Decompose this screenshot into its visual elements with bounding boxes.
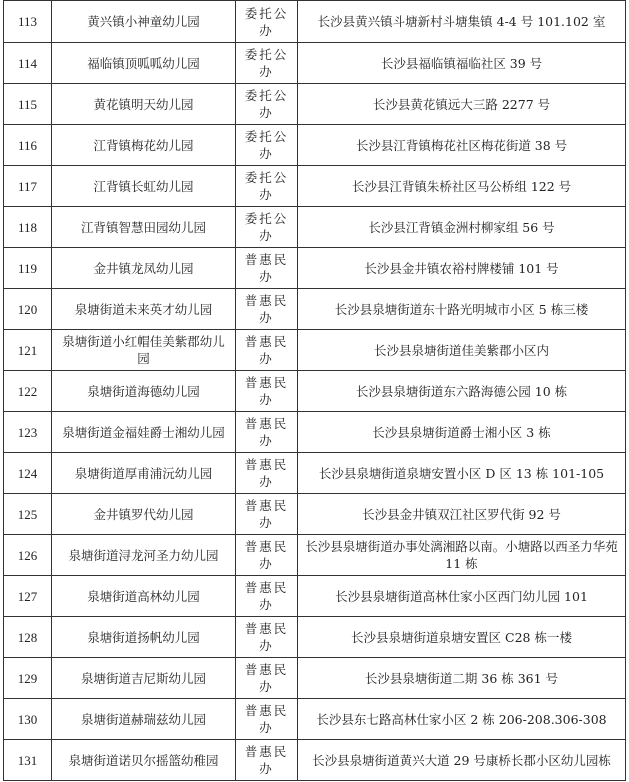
table-row — [4, 84, 626, 125]
table-row — [4, 453, 626, 494]
table-row — [4, 699, 626, 740]
table-row — [4, 289, 626, 330]
table-row — [4, 494, 626, 535]
table-row — [4, 166, 626, 207]
ownership-type-cell: 普惠民办 — [236, 289, 298, 330]
kindergarten-name-cell: 泉塘街道吉尼斯幼儿园 — [52, 658, 236, 699]
row-number-cell: 129 — [4, 658, 52, 699]
row-number-cell: 116 — [4, 125, 52, 166]
row-number-cell: 125 — [4, 494, 52, 535]
row-number-cell: 118 — [4, 207, 52, 248]
ownership-type-cell: 普惠民办 — [236, 658, 298, 699]
address-cell: 长沙县泉塘街道泉塘安置小区 D 区 13 栋 101-105 — [298, 453, 626, 494]
ownership-type-cell: 普惠民办 — [236, 453, 298, 494]
kindergarten-name-cell: 江背镇梅花幼儿园 — [52, 125, 236, 166]
table-body — [4, 1, 626, 781]
table-row — [4, 740, 626, 781]
row-number-cell: 130 — [4, 699, 52, 740]
kindergarten-table — [3, 0, 626, 781]
ownership-type-cell: 普惠民办 — [236, 371, 298, 412]
ownership-type-cell: 普惠民办 — [236, 330, 298, 371]
row-number-cell: 131 — [4, 740, 52, 781]
ownership-type-cell: 普惠民办 — [236, 494, 298, 535]
kindergarten-name-cell: 泉塘街道诺贝尔摇篮幼稚园 — [52, 740, 236, 781]
address-cell: 长沙县泉塘街道高林仕家小区西门幼儿园 101 — [298, 576, 626, 617]
ownership-type-cell: 委托公办 — [236, 1, 298, 43]
address-cell: 长沙县泉塘街道黄兴大道 29 号康桥长郡小区幼儿园栋 — [298, 740, 626, 781]
table-row — [4, 371, 626, 412]
kindergarten-name-cell: 泉塘街道小红帽佳美紫郡幼儿园 — [52, 330, 236, 371]
address-cell: 长沙县福临镇福临社区 39 号 — [298, 43, 626, 84]
kindergarten-name-cell: 江背镇智慧田园幼儿园 — [52, 207, 236, 248]
ownership-type-cell: 委托公办 — [236, 207, 298, 248]
table-row — [4, 535, 626, 576]
table-row — [4, 248, 626, 289]
kindergarten-name-cell: 黄兴镇小神童幼儿园 — [52, 1, 236, 43]
ownership-type-cell: 委托公办 — [236, 84, 298, 125]
address-cell: 长沙县黄花镇远大三路 2277 号 — [298, 84, 626, 125]
ownership-type-cell: 普惠民办 — [236, 412, 298, 453]
kindergarten-name-cell: 泉塘街道浔龙河圣力幼儿园 — [52, 535, 236, 576]
row-number-cell: 117 — [4, 166, 52, 207]
kindergarten-name-cell: 泉塘街道厚甫浦沅幼儿园 — [52, 453, 236, 494]
address-cell: 长沙县金井镇双江社区罗代街 92 号 — [298, 494, 626, 535]
address-cell: 长沙县黄兴镇斗塘新村斗塘集镇 4-4 号 101.102 室 — [298, 1, 626, 43]
kindergarten-name-cell: 泉塘街道扬帆幼儿园 — [52, 617, 236, 658]
address-cell: 长沙县泉塘街道泉塘安置区 C28 栋一楼 — [298, 617, 626, 658]
row-number-cell: 128 — [4, 617, 52, 658]
ownership-type-cell: 普惠民办 — [236, 535, 298, 576]
ownership-type-cell: 普惠民办 — [236, 740, 298, 781]
table-row — [4, 1, 626, 43]
address-cell: 长沙县泉塘街道佳美紫郡小区内 — [298, 330, 626, 371]
row-number-cell: 121 — [4, 330, 52, 371]
row-number-cell: 124 — [4, 453, 52, 494]
table-row — [4, 207, 626, 248]
table-row — [4, 412, 626, 453]
address-cell: 长沙县江背镇金洲村柳家组 56 号 — [298, 207, 626, 248]
row-number-cell: 115 — [4, 84, 52, 125]
row-number-cell: 119 — [4, 248, 52, 289]
kindergarten-name-cell: 泉塘街道海德幼儿园 — [52, 371, 236, 412]
ownership-type-cell: 委托公办 — [236, 125, 298, 166]
table-row — [4, 658, 626, 699]
table-row — [4, 617, 626, 658]
ownership-type-cell: 普惠民办 — [236, 576, 298, 617]
table-row — [4, 43, 626, 84]
kindergarten-name-cell: 金井镇龙凤幼儿园 — [52, 248, 236, 289]
ownership-type-cell: 普惠民办 — [236, 248, 298, 289]
address-cell: 长沙县泉塘街道东十路光明城市小区 5 栋三楼 — [298, 289, 626, 330]
kindergarten-name-cell: 黄花镇明天幼儿园 — [52, 84, 236, 125]
address-cell: 长沙县江背镇梅花社区梅花街道 38 号 — [298, 125, 626, 166]
row-number-cell: 122 — [4, 371, 52, 412]
address-cell: 长沙县泉塘街道二期 36 栋 361 号 — [298, 658, 626, 699]
kindergarten-name-cell: 福临镇顶呱呱幼儿园 — [52, 43, 236, 84]
ownership-type-cell: 委托公办 — [236, 166, 298, 207]
row-number-cell: 114 — [4, 43, 52, 84]
address-cell: 长沙县金井镇农裕村牌楼铺 101 号 — [298, 248, 626, 289]
kindergarten-name-cell: 金井镇罗代幼儿园 — [52, 494, 236, 535]
table-row — [4, 330, 626, 371]
row-number-cell: 113 — [4, 1, 52, 43]
address-cell: 长沙县江背镇朱桥社区马公桥组 122 号 — [298, 166, 626, 207]
kindergarten-name-cell: 江背镇长虹幼儿园 — [52, 166, 236, 207]
ownership-type-cell: 普惠民办 — [236, 617, 298, 658]
table-row — [4, 576, 626, 617]
row-number-cell: 127 — [4, 576, 52, 617]
address-cell: 长沙县东七路高林仕家小区 2 栋 206-208.306-308 — [298, 699, 626, 740]
kindergarten-name-cell: 泉塘街道未来英才幼儿园 — [52, 289, 236, 330]
row-number-cell: 120 — [4, 289, 52, 330]
kindergarten-name-cell: 泉塘街道高林幼儿园 — [52, 576, 236, 617]
ownership-type-cell: 普惠民办 — [236, 699, 298, 740]
kindergarten-name-cell: 泉塘街道赫瑞兹幼儿园 — [52, 699, 236, 740]
address-cell: 长沙县泉塘街道办事处漓湘路以南。小塘路以西圣力华苑 11 栋 — [298, 535, 626, 576]
address-cell: 长沙县泉塘街道爵士湘小区 3 栋 — [298, 412, 626, 453]
row-number-cell: 123 — [4, 412, 52, 453]
row-number-cell: 126 — [4, 535, 52, 576]
kindergarten-name-cell: 泉塘街道金福娃爵士湘幼儿园 — [52, 412, 236, 453]
ownership-type-cell: 委托公办 — [236, 43, 298, 84]
address-cell: 长沙县泉塘街道东六路海德公园 10 栋 — [298, 371, 626, 412]
table-row — [4, 125, 626, 166]
